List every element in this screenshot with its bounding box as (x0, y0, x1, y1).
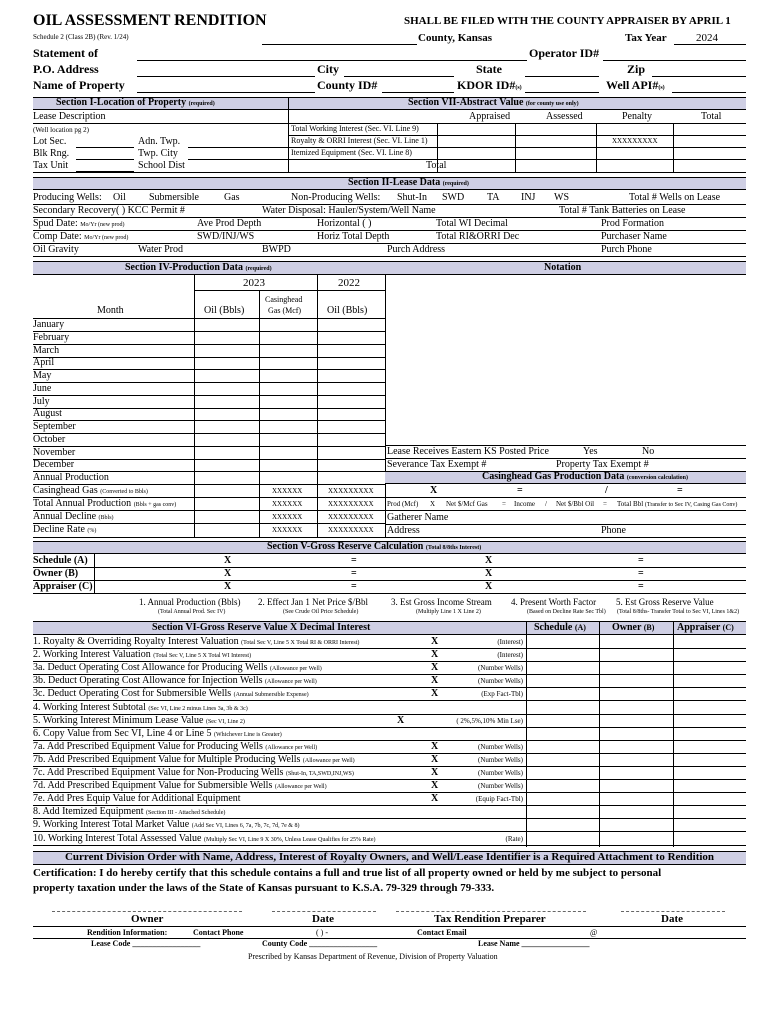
reserve-col-line (94, 554, 95, 594)
reserve-x: X (224, 581, 232, 592)
contact-email-label: Contact Email (417, 928, 467, 937)
xx-cell: XXXXXX (272, 513, 303, 521)
lease-description-field[interactable] (33, 123, 288, 124)
valuation-line: 7b. Add Prescribed Equipment Value for Multiple Producing Wells (Allowance per Well) (33, 753, 355, 765)
valuation-line: 4. Working Interest Subtotal (Sec VI, Line 2 minus Lines 3a, 3b & 3c) (33, 701, 248, 713)
year-2023: 2023 (243, 277, 265, 289)
xx-cell: XXXXXXXXX (328, 500, 374, 508)
casinghead-header: Casinghead (265, 295, 303, 304)
phone-label: Phone (601, 525, 626, 536)
cgpd-slash: / (605, 485, 608, 496)
reserve-x: X (224, 568, 232, 579)
section-6-title: Section VI-Gross Reserve Value X Decimal Interest (152, 622, 371, 633)
reserve-eq: = (351, 568, 357, 579)
preparer-signature-line[interactable] (396, 911, 586, 912)
filing-notice: SHALL BE FILED WITH THE COUNTY APPRAISER BY APRIL 1 (404, 15, 731, 27)
abstract-row-line (288, 159, 746, 160)
owner-signature-line[interactable] (52, 911, 242, 912)
reserve-x: X (485, 568, 493, 579)
division-order-notice: Current Division Order with Name, Address, Interest of Royalty Owners, and Well/Lease Identifier is a Required Attachment to Rendition (64, 851, 715, 863)
reserve-x: X (224, 555, 232, 566)
xx-cell: XXXXXX (272, 526, 303, 534)
severance-label: Severance Tax Exempt # (387, 459, 487, 470)
abstract-row-label: Royalty & ORRI Interest (Sec. VI. Line 1) (291, 136, 428, 145)
tax-year-value: 2024 (696, 32, 718, 44)
month-label: February (33, 331, 70, 343)
valuation-line: 8. Add Itemized Equipment (Section III - Attached Schedule) (33, 806, 226, 818)
casinghead-gas-label: Casinghead Gas (Converted to Bbls) (33, 485, 148, 496)
tax-unit-label: Tax Unit (33, 160, 69, 171)
month-label: December (33, 459, 75, 471)
valuation-unit: (Interest) (497, 651, 523, 660)
valuation-line: 2. Working Interest Valuation (Total Sec V, Line 5 X Total WI Interest) (33, 649, 252, 661)
valuation-line: 7c. Add Prescribed Equipment Value for Non-Producing Wells (Shut-In, TA,SWD,INJ,WS) (33, 767, 354, 778)
reserve-eq: = (638, 581, 644, 592)
oil-label: Oil (113, 192, 126, 203)
month-label: January (33, 319, 65, 330)
valuation-x: X (431, 780, 439, 792)
ave-prod-depth-label: Ave Prod Depth (197, 218, 262, 229)
certification-line-1: Certification: I do hereby certify that this schedule contains a full and true list of all property owned or held by me subject to personal (33, 867, 662, 879)
county-id-field[interactable] (382, 92, 454, 93)
sched-col-line (526, 621, 527, 847)
annual-production-label: Annual Production (33, 472, 109, 483)
purchaser-name-label: Purchaser Name (601, 231, 667, 242)
abstract-row-label: Itemized Equipment (Sec. VI. Line 8) (291, 148, 412, 157)
reserve-row-line (33, 593, 746, 594)
county-kansas-label: County, Kansas (418, 32, 492, 44)
abstract-row-label: Total Working Interest (Sec. VI. Line 9) (291, 124, 419, 133)
reserve-col-1-note: (Total Annual Prod. Sec IV) (158, 609, 226, 615)
month-row-line (33, 395, 385, 396)
annual-decline-label: Annual Decline (Bbls) (33, 511, 114, 522)
valuation-x: X (431, 688, 439, 700)
month-label: June (33, 382, 52, 394)
kdor-id-label: KDOR ID#(s) (457, 78, 522, 92)
total-wi-label: Total WI Decimal (436, 218, 508, 229)
cgpd-eq2: = (677, 485, 683, 496)
prescribed-note: Prescribed by Kansas Department of Revenue, Division of Property Valuation (248, 952, 498, 961)
valuation-line: 7e. Add Pres Equip Value for Additional Equipment (33, 793, 241, 805)
month-label: August (33, 408, 62, 420)
month-row-line (33, 344, 385, 345)
valuation-unit: (Number Wells) (478, 664, 523, 673)
reserve-col-5-note: (Total 8/8ths- Transfer Total to Sec VI, Lines 1&2) (617, 609, 740, 615)
valuation-unit: (Number Wells) (478, 755, 523, 764)
valuation-line: 3b. Deduct Operating Cost Allowance for Injection Wells (Allowance per Well) (33, 675, 317, 687)
xx-cell: XXXXXXXXX (328, 487, 374, 495)
valuation-x: X (431, 793, 439, 805)
reserve-row-label: Schedule (A) (33, 555, 88, 566)
assessed-header: Assessed (546, 111, 583, 122)
income-label: Income (514, 500, 535, 508)
valuation-x: X (397, 714, 405, 726)
net-mcf-label: Net $/Mcf Gas (446, 500, 488, 508)
total-bbl-label: Total Bbl (Transfer to Sec IV, Casing Gas Conv) (617, 500, 738, 508)
date-label: Date (312, 913, 334, 925)
valuation-line: 10. Working Interest Total Assessed Value (Multiply Sec VI, Line 9 X 30%, Unless Lease Qualifies for 25% Rate) (33, 832, 376, 844)
property-tax-label: Property Tax Exempt # (556, 459, 649, 470)
adn-twp-label: Adn. Twp. (138, 136, 181, 147)
prod-formation-label: Prod Formation (601, 218, 665, 229)
name-property-label: Name of Property (33, 78, 125, 92)
notation-line (385, 497, 746, 498)
xx-cell: XXXXXX (272, 500, 303, 508)
non-producing-label: Non-Producing Wells: (291, 192, 381, 203)
oil-bbls-2022-header: Oil (Bbls) (327, 305, 368, 316)
month-label: November (33, 446, 76, 458)
decline-rate-label: Decline Rate (%) (33, 524, 97, 535)
penalty-header: Penalty (622, 111, 652, 122)
secondary-recovery-label: Secondary Recovery( ) KCC Permit # (33, 205, 185, 216)
horiz-total-depth-label: Horiz Total Depth (317, 231, 390, 242)
month-row-line (33, 420, 385, 421)
valuation-x: X (431, 767, 439, 778)
month-row-line (33, 357, 385, 358)
twp-city-label: Twp. City (138, 148, 178, 159)
reserve-eq: = (351, 555, 357, 566)
form-title: OIL ASSESSMENT RENDITION (33, 12, 267, 29)
blk-rng-field[interactable] (76, 159, 134, 160)
month-row-line (33, 433, 385, 434)
blk-rng-label: Blk Rng. (33, 148, 70, 159)
comp-date-label: Comp Date: Mo/Yr (new prod) (33, 231, 129, 242)
lease-receives-label: Lease Receives Eastern KS Posted Price (387, 446, 549, 457)
valuation-unit: (Number Wells) (478, 769, 523, 777)
valuation-unit: (Number Wells) (478, 782, 523, 791)
purch-phone-label: Purch Phone (601, 244, 652, 255)
notation-title: Notation (544, 262, 582, 273)
ws-label: WS (554, 192, 569, 203)
spud-date-label: Spud Date: Mo/Yr (new prod) (33, 218, 125, 229)
month-header: Month (97, 305, 124, 316)
reserve-col-3: 3. Est Gross Income Stream (391, 597, 492, 607)
section-1-title: Section I-Location of Property (required) (56, 97, 215, 108)
valuation-line: 7d. Add Prescribed Equipment Value for Submersible Wells (Allowance per Well) (33, 780, 327, 792)
zip-field[interactable] (652, 76, 746, 77)
reserve-col-4: 4. Present Worth Factor (511, 597, 597, 607)
section-2-title: Section II-Lease Data (required) (348, 177, 469, 188)
xx-cell: XXXXXXXXX (328, 513, 374, 521)
kdor-id-field[interactable] (525, 92, 599, 93)
valuation-x: X (431, 675, 439, 687)
adn-twp-field[interactable] (188, 147, 288, 148)
month-row-line (33, 382, 385, 383)
owner-col-line (599, 621, 600, 847)
valuation-unit: ( 2%,5%,10% Min Lse) (456, 716, 523, 725)
water-disposal-label: Water Disposal: Hauler/System/Well Name (262, 205, 436, 216)
reserve-col-5: 5. Est Gross Reserve Value (616, 597, 714, 607)
owner-date-line[interactable] (272, 911, 376, 912)
valuation-row-line (33, 845, 746, 846)
valuation-line: 7a. Add Prescribed Equipment Value for Producing Wells (Allowance per Well) (33, 740, 318, 752)
xx-cell: XXXXXX (272, 487, 303, 495)
appraiser-c-header: Appraiser (C) (677, 622, 734, 633)
xx-cell: XXXXXXXXX (328, 526, 374, 534)
valuation-line: 1. Royalty & Overriding Royalty Interest Valuation (Total Sec V, Line 5 X Total RI & ORRI Interest) (33, 636, 360, 647)
section-bottom-line (33, 537, 746, 538)
form-subtitle: Schedule 2 (Class 2B) (Rev. 1/24) (33, 33, 129, 41)
prod-mcf-label: Prod (Mcf) (387, 500, 419, 508)
eq-label: = (603, 500, 607, 508)
reserve-x: X (485, 555, 493, 566)
preparer-date-line[interactable] (621, 911, 725, 912)
no-option[interactable]: No (642, 446, 655, 457)
preparer-label: Tax Rendition Preparer (434, 913, 546, 925)
valuation-unit: (Number Wells) (478, 677, 523, 686)
x-label: X (430, 500, 436, 508)
bwpd-label: BWPD (262, 244, 291, 255)
swd-label: SWD (442, 192, 465, 203)
gas-label: Gas (224, 192, 240, 203)
school-dist-label: School Dist (138, 160, 185, 171)
valuation-unit: (Rate) (505, 834, 523, 843)
valuation-line: 3a. Deduct Operating Cost Allowance for Producing Wells (Allowance per Well) (33, 662, 322, 674)
schedule-a-header: Schedule (A) (534, 622, 586, 633)
well-api-field[interactable] (672, 92, 746, 93)
shut-in-label: Shut-In (397, 192, 427, 203)
valuation-line: 9. Working Interest Total Market Value (Add Sec VI, Lines 6, 7a, 7b, 7c, 7d, 7e & 8) (33, 819, 300, 831)
valuation-unit: (Exp Fact-Tbl) (481, 690, 523, 699)
oil-gravity-label: Oil Gravity (33, 244, 79, 255)
total-tank-label: Total # Tank Batteries on Lease (559, 205, 686, 216)
city-label: City (317, 62, 339, 76)
reserve-col-2: 2. Effect Jan 1 Net Price $/Bbl (258, 597, 369, 607)
month-row-line (33, 408, 385, 409)
reserve-x: X (485, 581, 493, 592)
yes-option[interactable]: Yes (583, 446, 598, 457)
total-wells-label: Total # Wells on Lease (629, 192, 721, 203)
valuation-unit: (Equip Fact-Tbl) (475, 795, 523, 804)
valuation-line: 5. Working Interest Minimum Lease Value (Sec VI, Line 2) (33, 714, 245, 726)
reserve-eq: = (638, 568, 644, 579)
submersible-label: Submersible (149, 192, 199, 203)
date2-label: Date (661, 913, 683, 925)
oil-bbls-header: Oil (Bbls) (204, 305, 245, 316)
valuation-x: X (431, 636, 439, 647)
total-header: Total (701, 111, 722, 122)
section-7-title: Section VII-Abstract Value (for county use only) (408, 97, 579, 108)
month-row-line (33, 459, 385, 460)
statement-of-label: Statement of (33, 46, 98, 60)
inj-label: INJ (521, 192, 536, 203)
net-bbl-label: Net $/Bbl Oil (556, 500, 595, 508)
cgpd-eq: = (517, 485, 523, 496)
water-prod-label: Water Prod (138, 244, 184, 255)
contact-phone-field[interactable]: ( ) - (316, 928, 328, 937)
month-row-line (33, 446, 385, 447)
penalty-xx: XXXXXXXXX (612, 137, 658, 145)
well-location-note: (Well location pg 2) (33, 126, 90, 134)
month-label: March (33, 344, 60, 356)
owner-label: Owner (131, 913, 164, 925)
lease-code-field[interactable]: Lease Code _________________ (91, 939, 201, 948)
statement-of-field[interactable] (137, 60, 527, 61)
reserve-col-4-note: (Based on Decline Rate Sec Tbl) (527, 609, 606, 615)
valuation-x: X (431, 740, 439, 752)
slash-label: / (545, 500, 547, 508)
name-property-field[interactable] (137, 92, 315, 93)
well-api-label: Well API#(s) (606, 78, 665, 92)
county-id-label: County ID# (317, 78, 378, 92)
contact-phone-label: Contact Phone (193, 928, 244, 937)
eq-label: = (502, 500, 506, 508)
producing-wells-label: Producing Wells: (33, 192, 102, 203)
valuation-line: 3c. Deduct Operating Cost for Submersible Wells (Annual Submersible Expense) (33, 688, 309, 700)
address-label: Address (387, 525, 420, 536)
total-ri-label: Total RI&ORRI Dec (436, 231, 520, 242)
tax-year-label: Tax Year (625, 32, 667, 44)
gas-mcf-header: Gas (Mcf) (268, 306, 302, 315)
lease-description-label: Lease Description (33, 111, 106, 122)
notation-line (385, 510, 746, 511)
gatherer-label: Gatherer Name (387, 512, 449, 523)
ta-label: TA (487, 192, 500, 203)
appr-col-line (673, 621, 674, 847)
month-row-line (33, 369, 385, 370)
valuation-x: X (431, 662, 439, 674)
section-bottom-line (33, 172, 746, 173)
rendition-info-label: Rendition Information: (87, 928, 168, 937)
month-label: July (33, 395, 50, 407)
valuation-unit: (Interest) (497, 638, 523, 646)
year-line (194, 290, 385, 291)
reserve-eq: = (351, 581, 357, 592)
month-label: October (33, 433, 66, 445)
total-annual-label: Total Annual Production (Bbls + gas conv) (33, 498, 177, 509)
sig-bottom-line (33, 926, 746, 927)
lease-name-field[interactable]: Lease Name _________________ (478, 939, 590, 948)
zip-label: Zip (627, 62, 646, 76)
swd-inj-ws-label: SWD/INJ/WS (197, 231, 255, 242)
purch-address-label: Purch Address (387, 244, 446, 255)
valuation-x: X (431, 753, 439, 765)
county-code-field[interactable]: County Code _________________ (262, 939, 378, 948)
valuation-unit: (Number Wells) (478, 742, 523, 751)
reserve-col-3-note: (Multiply Line 1 X Line 2) (416, 609, 481, 615)
twp-city-field[interactable] (188, 159, 288, 160)
month-label: April (33, 357, 55, 369)
appraised-header: Appraised (469, 111, 511, 122)
reserve-col-1: 1. Annual Production (Bbls) (139, 597, 241, 607)
operator-id-field[interactable] (603, 60, 746, 61)
city-field[interactable] (344, 76, 454, 77)
operator-id-label: Operator ID# (529, 46, 600, 60)
abstract-total-label: Total (426, 160, 447, 171)
state-field[interactable] (525, 76, 599, 77)
reserve-row-label: Owner (B) (33, 568, 79, 579)
month-label: May (33, 370, 52, 381)
reserve-eq: = (638, 555, 644, 566)
lot-sec-field[interactable] (76, 147, 134, 148)
month-label: September (33, 421, 76, 432)
cgpd-x: X (430, 485, 438, 496)
county-field[interactable] (262, 44, 417, 45)
valuation-x: X (431, 649, 439, 661)
notation-line (385, 524, 746, 525)
certification-line-2: property taxation under the laws of the State of Kansas pursuant to K.S.A. 79-329 through 79-333. (33, 882, 495, 894)
year-2022: 2022 (338, 277, 360, 289)
prod-header-line (33, 318, 385, 319)
contact-email-field[interactable]: @ (590, 928, 598, 937)
section-5-title: Section V-Gross Reserve Calculation (Total 8/8ths Interest) (267, 541, 482, 552)
valuation-line: 6. Copy Value from Sec VI, Line 4 or Line 5 (Whichever Line is Greater) (33, 727, 282, 739)
reserve-col-2-note: (See Crude Oil Price Schedule) (283, 609, 359, 615)
lot-sec-label: Lot Sec. (33, 136, 67, 147)
owner-b-header: Owner (B) (612, 622, 655, 633)
lease-row-line (33, 256, 746, 257)
state-label: State (476, 62, 502, 76)
reserve-row-label: Appraiser (C) (33, 581, 93, 592)
horizontal-label: Horizontal ( ) (317, 218, 372, 229)
po-address-label: P.O. Address (33, 62, 99, 76)
prod-col-line (259, 290, 260, 537)
month-row-line (33, 331, 385, 332)
cgpd-title: Casinghead Gas Production Data (conversion calculation) (482, 471, 689, 482)
section-4-title: Section IV-Production Data (required) (125, 262, 272, 273)
po-address-field[interactable] (137, 76, 315, 77)
